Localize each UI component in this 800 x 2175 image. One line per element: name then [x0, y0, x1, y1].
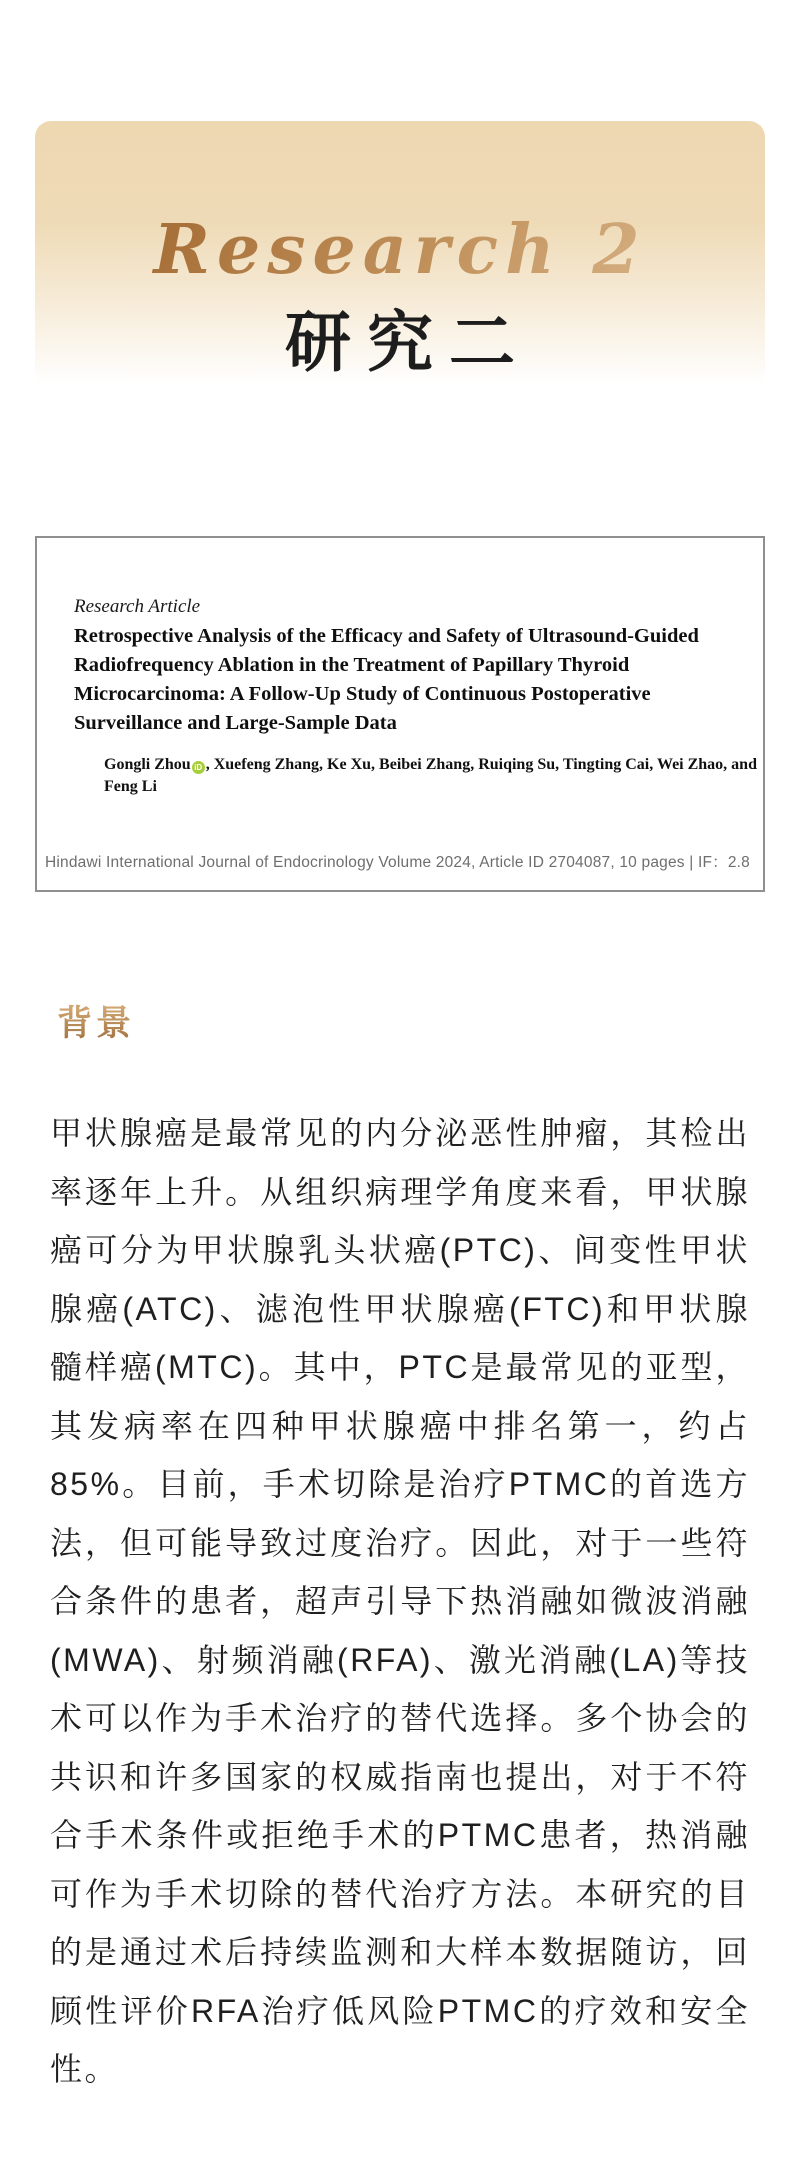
- article-type-label: Research Article: [74, 596, 201, 617]
- author-first: Gongli Zhou: [104, 756, 191, 773]
- authors-line: [104, 754, 764, 798]
- background-paragraph: 甲状腺癌是最常见的内分泌恶性肿瘤，其检出率逐年上升。从组织病理学角度来看，甲状腺癌可分为甲状腺乳头状癌(PTC)、间变性甲状腺癌(ATC)、滤泡性甲状腺癌(FTC)和甲状腺髓样癌(MTC)。其中，PTC是最常见的亚型，其发病率在四种甲状腺癌中排名第一，约占85%。目前，手术切除是治疗PTMC的首选方法，但可能导致过度治疗。因此，对于一些符合条件的患者，超声引导下热消融如微波消融(MWA)、射频消融(RFA)、激光消融(LA)等技术可以作为手术治疗的替代选择。多个协会的共识和许多国家的权威指南也提出，对于不符合手术条件或拒绝手术的PTMC患者，热消融可作为手术切除的替代治疗方法。本研究的目的是通过术后持续监测和大样本数据随访，回顾性评价RFA治疗低风险PTMC的疗效和安全性。: [50, 1115, 750, 2087]
- authors-rest: , Xuefeng Zhang, Ke Xu, Beibei Zhang, Ruiqing Su, Tingting Cai, Wei Zhao, and Feng Li: [104, 756, 757, 795]
- header-banner: [35, 121, 765, 385]
- banner-title-chinese: 研究二: [285, 303, 531, 381]
- paper-title: Retrospective Analysis of the Efficacy and Safety of Ultrasound-Guided Radiofrequency Ablation in the Treatment of Papillary Thyroid Microcarcinoma: A Follow-Up Study of Continuous Postoperative Surveillance and Large-Sample Data: [74, 625, 699, 734]
- section-heading-background: 背景: [57, 1003, 136, 1044]
- article-citation-card: [35, 536, 765, 892]
- orcid-icon[interactable]: iD: [192, 761, 205, 774]
- journal-source-line: Hindawi International Journal of Endocrinology Volume 2024, Article ID 2704087, 10 pages | IF：2.8: [45, 854, 750, 871]
- banner-title-english: Research 2: [35, 216, 765, 284]
